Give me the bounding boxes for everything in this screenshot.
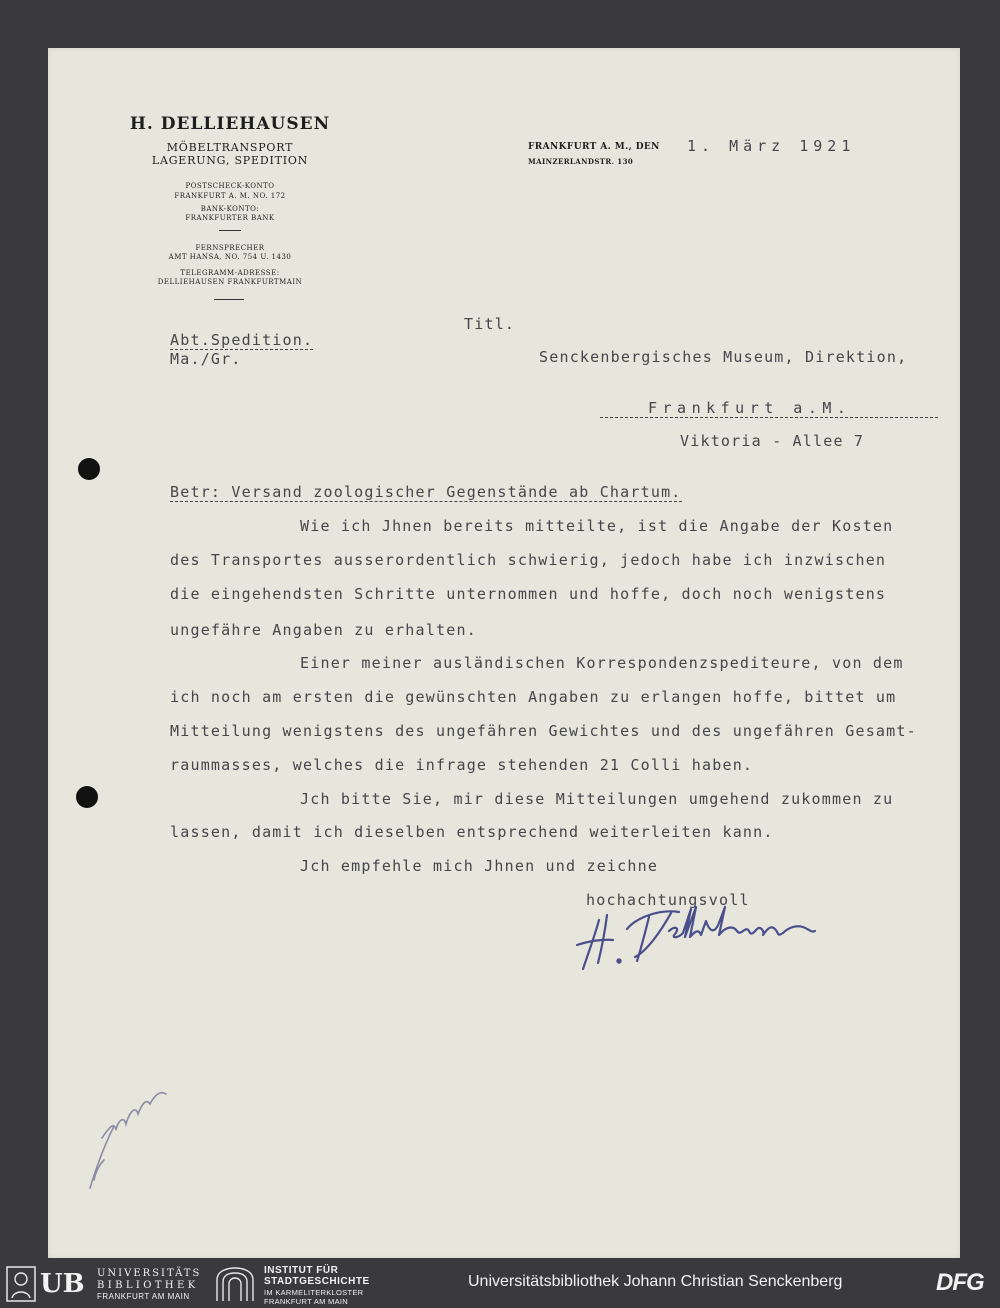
ifs-line-3: IM KARMELITERKLOSTER <box>264 1288 364 1297</box>
ub-logo-text: UB <box>40 1269 85 1299</box>
ifs-line-2: STADTGESCHICHTE <box>264 1276 370 1287</box>
ub-line-2: BIBLIOTHEK <box>97 1280 199 1291</box>
letterhead-divider-2 <box>214 299 244 300</box>
ub-line-1: UNIVERSITÄTS <box>97 1268 202 1279</box>
phone-value: AMT HANSA, NO. 754 U. 1430 <box>168 253 292 261</box>
postcheck-value: FRANKFURT A. M. NO. 172 <box>174 192 286 200</box>
phone-label: FERNSPRECHER <box>195 244 265 252</box>
initials-reference: Ma./Gr. <box>170 350 242 368</box>
goethe-portrait-icon <box>6 1266 36 1302</box>
body-line: Wie ich Jhnen bereits mitteilte, ist die Angabe der Kosten <box>300 517 894 535</box>
footer-bar <box>0 1258 1000 1308</box>
company-name: H. DELLIEHAUSEN <box>129 114 331 134</box>
ub-line-3: FRANKFURT AM MAIN <box>97 1292 190 1301</box>
body-line: Jch bitte Sie, mir diese Mitteilungen umgehend zukommen zu <box>300 790 894 808</box>
salutation: Titl. <box>464 315 516 333</box>
bank-label: BANK-KONTO: <box>200 205 260 213</box>
recipient-city-text: Frankfurt a.M. <box>648 399 852 417</box>
body-line: Einer meiner ausländischen Korrespondenzspediteure, von dem <box>300 654 904 672</box>
department-reference <box>170 331 313 349</box>
ub-logo <box>6 1266 98 1302</box>
business-line-1: MÖBELTRANSPORT <box>166 141 294 154</box>
closing: hochachtungsvoll <box>586 891 750 909</box>
body-line: lassen, damit ich dieselben entsprechend weiterleiten kann. <box>170 823 774 841</box>
business-line-2: LAGERUNG, SPEDITION <box>151 154 309 167</box>
subject-line <box>170 483 682 501</box>
punch-hole-top <box>78 458 100 480</box>
ifs-line-4: FRANKFURT AM MAIN <box>264 1297 348 1306</box>
address-printed: MAINZERLANDSTR. 130 <box>528 157 634 166</box>
recipient-street: Viktoria - Allee 7 <box>680 432 865 450</box>
recipient-city <box>600 399 938 418</box>
ifs-line-1: INSTITUT FÜR <box>264 1265 339 1276</box>
handwritten-signature <box>565 895 830 980</box>
place-printed: FRANKFURT A. M., DEN <box>528 142 660 152</box>
bank-value: FRANKFURTER BANK <box>185 214 275 222</box>
body-line: raummasses, welches die infrage stehenden 21 Colli haben. <box>170 756 754 774</box>
footer-center-text: Universitätsbibliothek Johann Christian Senckenberg <box>468 1273 843 1290</box>
letter-page <box>48 48 960 1258</box>
body-line: ungefähre Angaben zu erhalten. <box>170 621 477 639</box>
body-line: ich noch am ersten die gewünschten Angaben zu erlangen hoffe, bittet um <box>170 688 897 706</box>
department-text: Abt.Spedition. <box>170 331 314 349</box>
pencil-mark <box>80 1070 180 1200</box>
dfg-logo: DFG <box>936 1269 984 1296</box>
letterhead-divider-1 <box>219 230 241 231</box>
body-line: des Transportes ausserordentlich schwierig, jedoch habe ich inzwischen <box>170 551 887 569</box>
ifs-arch-icon <box>214 1266 256 1302</box>
recipient-name: Senckenbergisches Museum, Direktion, <box>539 348 908 366</box>
telegram-label: TELEGRAMM-ADRESSE: <box>180 269 280 277</box>
telegram-value: DELLIEHAUSEN FRANKFURTMAIN <box>157 278 303 286</box>
body-line: die eingehendsten Schritte unternommen und hoffe, doch noch wenigstens <box>170 585 887 603</box>
body-line: Jch empfehle mich Jhnen und zeichne <box>300 857 659 875</box>
body-line: Mitteilung wenigstens des ungefähren Gewichtes und des ungefähren Gesamt- <box>170 722 917 740</box>
letter-date: 1. März 1921 <box>687 137 856 155</box>
punch-hole-bottom <box>76 786 98 808</box>
postcheck-label: POSTSCHECK-KONTO <box>185 182 275 190</box>
subject-text: Betr: Versand zoologischer Gegenstände ab Chartum. <box>170 483 682 501</box>
